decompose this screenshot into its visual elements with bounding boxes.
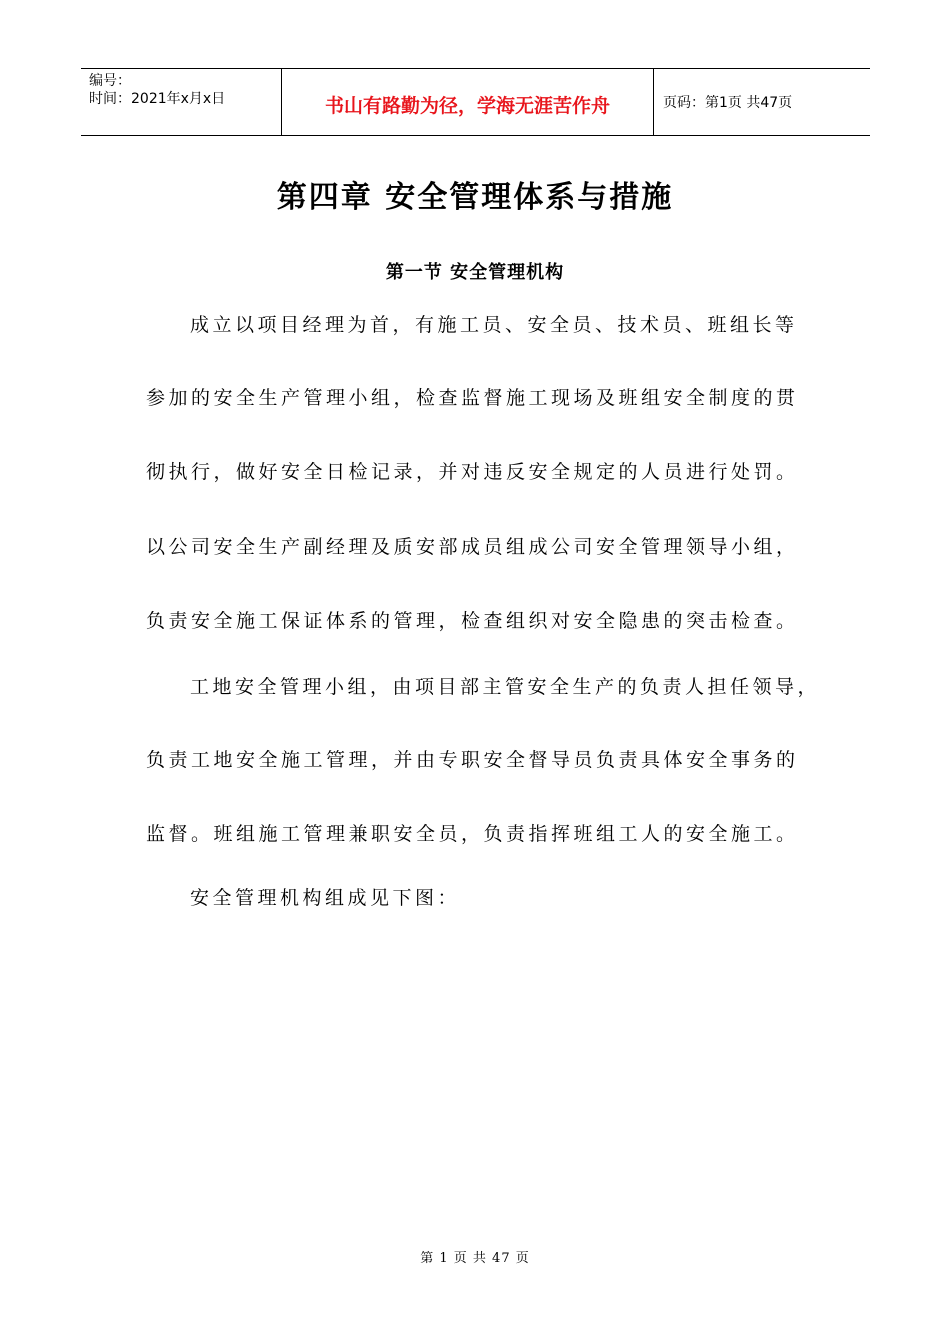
paragraph-line: 监督。班组施工管理兼职安全员，负责指挥班组工人的安全施工。 [146,823,799,845]
page-footer: 第 1 页 共 47 页 [420,1251,530,1266]
paragraph-line: 负责工地安全施工管理，并由专职安全督导员负责具体安全事务的 [146,749,799,771]
chapter-title: 第四章 安全管理体系与措施 [276,180,674,215]
document-time-label: 时间：2021年x月x日 [89,91,226,107]
section-title: 第一节 安全管理机构 [385,262,565,283]
page-header [81,68,870,136]
paragraph-line: 以公司安全生产副经理及质安部成员组成公司安全管理领导小组， [146,536,799,558]
header-page-cell [654,69,870,135]
header-info-cell [81,69,282,135]
paragraph-line: 工地安全管理小组，由项目部主管安全生产的负责人担任领导， [190,676,821,698]
header-motto-cell [282,69,654,135]
paragraph-line: 彻执行，做好安全日检记录，并对违反安全规定的人员进行处罚。 [146,461,799,483]
header-page-number: 页码：第1页 共47页 [663,95,793,111]
document-number-label: 编号： [89,73,131,89]
paragraph-line: 成立以项目经理为首，有施工员、安全员、技术员、班组长等 [190,314,798,336]
paragraph-line: 安全管理机构组成见下图： [190,887,461,909]
paragraph-line: 负责安全施工保证体系的管理，检查组织对安全隐患的突击检查。 [146,610,799,632]
header-motto: 书山有路勤为径，学海无涯苦作舟 [324,94,610,117]
paragraph-line: 参加的安全生产管理小组，检查监督施工现场及班组安全制度的贯 [146,387,799,409]
